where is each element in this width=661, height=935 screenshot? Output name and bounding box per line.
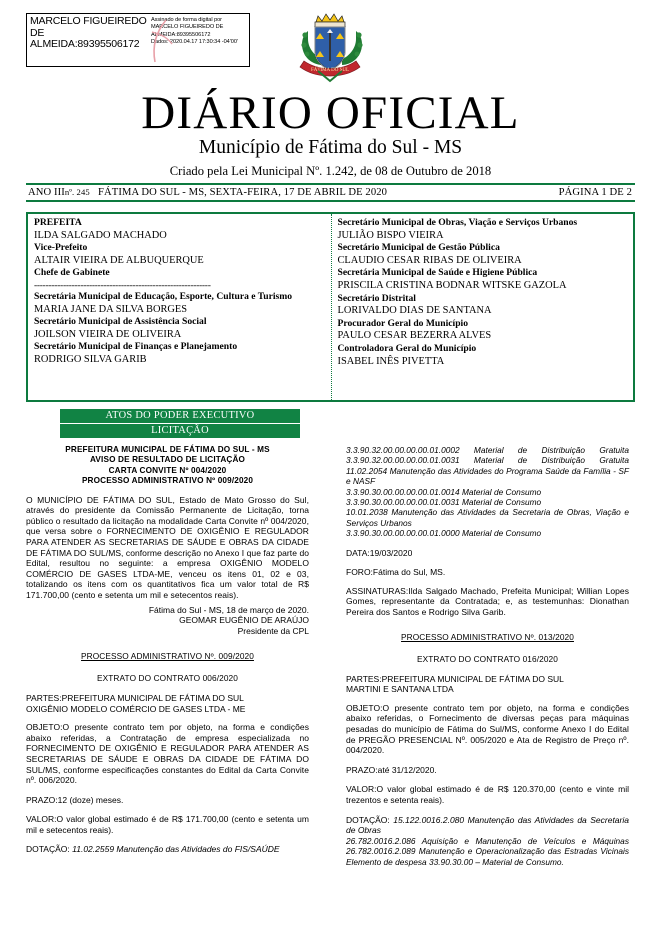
budget-code: 11.02.2054 (346, 465, 388, 476)
notice-signer-name: GEOMAR EUGÊNIO DE ARAÚJO (179, 615, 309, 626)
official-name: JOILSON VIEIRA DE OLIVEIRA (34, 328, 182, 340)
official-name: RODRIGO SILVA GARIB (34, 353, 147, 365)
signature-detail-line: MARCELO FIGUEIREDO DE (151, 24, 224, 31)
budget-desc: Material de Distribuição Gratuita (473, 445, 629, 455)
official-role: Chefe de Gabinete (34, 267, 110, 279)
contract-objeto: OBJETO:O presente contrato tem por objeto, na forma e condições abaixo referidas, o Fornecimento de diversas peças para máquinas pesadas do município de Fátima do Sul/MS, conforme Anexo I do Edital de PREGÃO PRESENCIAL Nº. 005/2020 e Ata de Registro de Preço nº. 004/2020. (346, 702, 629, 756)
contract-parties (26, 693, 309, 714)
extract-title: EXTRATO DO CONTRATO 006/2020 (97, 672, 238, 683)
notice-heading-line: PROCESSO ADMINISTRATIVO Nº 009/2020 (81, 476, 254, 486)
budget-desc: Material de Distribuição Gratuita (473, 455, 629, 466)
official-role: Controladora Geral do Município (337, 342, 477, 354)
official-name: ALTAIR VIEIRA DE ALBUQUERQUE (34, 254, 204, 266)
budget-code: 3.3.90.32.00.00.00.00.01.0031 (346, 455, 460, 466)
budget-code-row (346, 445, 629, 455)
signature-name-line: MARCELO FIGUEIREDO (30, 15, 147, 27)
municipal-coat-of-arms-icon (296, 9, 368, 83)
contract-data: DATA:19/03/2020 (346, 547, 413, 558)
budget-desc: Manutenção das Atividades do Programa Saúde da Família - SF e NASF (346, 465, 629, 487)
notice-heading-line: AVISO DE RESULTADO DE LICITAÇÃO (89, 455, 246, 465)
party-line: OXIGÊNIO MODELO COMÉRCIO DE GASES LTDA - ME (26, 703, 246, 714)
official-role: Procurador Geral do Município (337, 317, 468, 329)
officials-box (26, 212, 635, 402)
dotacao-code: 15.122.0016.2.080 (393, 814, 465, 825)
column-right (340, 445, 629, 915)
budget-desc: Material de Consumo (461, 486, 542, 497)
body-columns (26, 445, 635, 915)
official-name: ILDA SALGADO MACHADO (34, 229, 167, 241)
official-name: LORIVALDO DIAS DE SANTANA (337, 305, 492, 317)
dotacao-row (346, 836, 629, 846)
signature-detail-line: Assinado de forma digital por (151, 17, 222, 23)
party-line: MARTINI E SANTANA LTDA (346, 684, 454, 695)
budget-code: 3.3.90.32.00.00.00.00.01.0002 (346, 445, 460, 455)
contract-foro: FORO:Fátima do Sul, MS. (346, 567, 446, 578)
signature-name-line: ALMEIDA:89395506172 (30, 38, 140, 51)
contract-prazo: PRAZO:12 (doze) meses. (26, 794, 124, 805)
signature-detail-line: Dados: 2020.04.17 17:30:34 -04'00' (151, 39, 238, 46)
budget-code: 3.3.90.30.00.00.00.00.01.0000 (346, 528, 460, 539)
dotacao-desc: Manutenção das Atividades da Secretaria de Obras (346, 814, 629, 836)
signature-name-line: DE (30, 26, 45, 39)
issue-ano: ANO III (28, 187, 65, 198)
budget-code-list (346, 445, 629, 539)
official-role: PREFEITA (34, 217, 82, 228)
dotacao-row (346, 846, 629, 856)
budget-desc: Manutenção das Atividades da Secretaria de Obras, Viação e Serviços Urbanos (346, 507, 630, 528)
official-name: JULIÃO BISPO VIEIRA (337, 229, 444, 241)
party-line: PREFEITURA MUNICIPAL DE FÁTIMA DO SUL (61, 692, 244, 703)
parties-label: PARTES: (26, 692, 62, 703)
dotacao-elemento: Elemento de despesa 33.90.30.00 – Material de Consumo. (346, 856, 564, 867)
masthead (0, 88, 661, 180)
budget-desc: Material de Consumo (461, 528, 542, 539)
budget-code-row (346, 497, 629, 507)
column-left (26, 445, 315, 915)
official-name: CLAUDIO CESAR RIBAS DE OLIVEIRA (337, 254, 522, 266)
official-role: Secretário Distrital (337, 292, 416, 304)
page-indicator: PÁGINA 1 DE 2 (558, 187, 632, 198)
contract-dotacao (26, 844, 309, 855)
official-role: Secretária Municipal de Saúde e Higiene Pública (337, 267, 538, 279)
budget-code-row (346, 487, 629, 497)
dotacao-label: DOTAÇÃO: (346, 814, 390, 825)
budget-code: 3.3.90.30.00.00.00.00.01.0031 (346, 497, 460, 508)
budget-code: 10.01.2038 (346, 507, 388, 518)
contract-prazo: PRAZO:até 31/12/2020. (346, 764, 437, 775)
budget-code-row (346, 507, 629, 528)
party-line: PARTES:PREFEITURA MUNICIPAL DE FÁTIMA DO SUL (346, 673, 564, 684)
process-title: PROCESSO ADMINISTRATIVO Nº. 013/2020 (401, 631, 574, 642)
dotacao-text: 11.02.2559 Manutenção das Atividades do FIS/SAÚDE (72, 844, 280, 855)
official-role: Secretário Municipal de Finanças e Planejamento (34, 341, 238, 353)
notice-heading (26, 445, 309, 487)
signature-detail-block (149, 14, 249, 66)
budget-code-row (346, 455, 629, 465)
dotacao-desc: Aquisição e Manutenção de Veículos e Máquinas (421, 835, 629, 846)
official-name: PAULO CESAR BEZERRA ALVES (337, 330, 492, 342)
signature-detail-line: ALMEIDA:89395506172 (151, 31, 211, 38)
contract-valor: VALOR:O valor global estimado é de R$ 171.700,00 (cento e setenta um mil e setecentos reais). (26, 814, 309, 835)
official-role: Secretária Municipal de Educação, Esporte, Cultura e Turismo (34, 290, 293, 302)
official-role: Secretário Municipal de Obras, Viação e Serviços Urbanos (337, 217, 578, 228)
dotacao-desc: Manutenção e Operacionalização das Estradas Vicinais (418, 846, 630, 857)
digital-signature-stamp (26, 13, 250, 67)
officials-column-left (28, 214, 331, 400)
notice-heading-line: PREFEITURA MUNICIPAL DE FÁTIMA DO SUL - MS (65, 445, 270, 454)
contract-dotacao (346, 815, 629, 836)
budget-code-row (346, 528, 629, 538)
issue-bar (26, 183, 635, 202)
official-role: Vice-Prefeito (34, 242, 88, 254)
contract-objeto: OBJETO:O presente contrato tem por objeto, na forma e condições abaixo referidas, a Contratação de empresa especializada no FORNECIMENTO DE OXIGÊNIO E REGULADOR PARA ATENDER AS SECRETARIAS DE SÁUDE E OBRAS DA CIDADE DE FÁTIMA DO SUL/MS, conforme especificações constantes do Edital da Carta Convite nº. 006/2020. (26, 722, 309, 786)
official-name: PRISCILA CRISTINA BODNAR WITSKE GAZOLA (337, 279, 567, 291)
notice-body: O MUNICÍPIO DE FÁTIMA DO SUL, Estado de Mato Grosso do Sul, através do presidente da Comissão Permanente de Licitação, torna público o resultado da licitação na modalidade Carta Convite nº 004/2020, que versa sobre o FORNECIMENTO DE OXIGÊNIO E REGULADOR PARA ATENDER AS SECRETARIAS DE SÁUDE E OBRAS DA CIDADE DE FÁTIMA DO SUL/MS, conforme descrição no Anexo I que faz parte do Edital, resultou no seguinte: a empresa OXIGÊNIO MODELO COMÉRCIO DE GASES LTDA-ME, venceu os itens 01, 02 e 03, totalizando os itens com os quantitativos fica um valor total de R$ 171.700,00 (cento e setenta um mil e setecentos reais). (26, 494, 309, 600)
process-title: PROCESSO ADMINISTRATIVO Nº. 009/2020 (81, 650, 254, 661)
section-banner-executive: ATOS DO PODER EXECUTIVO (60, 409, 300, 423)
dotacao-code: 26.782.0016.2.089 (346, 846, 416, 857)
officials-divider: ------------------------------------------------------------- (34, 279, 211, 291)
masthead-subtitle: Município de Fátima do Sul - MS (198, 137, 463, 158)
issue-numero: nº. 245 (64, 187, 90, 197)
budget-desc: Material de Consumo (461, 497, 542, 508)
dotacao-code: 26.782.0016.2.086 (346, 835, 416, 846)
notice-signer-role: Presidente da CPL (237, 626, 309, 637)
official-name: MARIA JANE DA SILVA BORGES (34, 303, 188, 315)
notice-heading-line: CARTA CONVITE Nº 004/2020 (108, 465, 227, 475)
issue-bar-left (28, 187, 387, 198)
section-banner-licitacao: LICITAÇÃO (60, 424, 300, 438)
dotacao-label: DOTAÇÃO: (26, 844, 70, 855)
contract-parties (346, 674, 629, 695)
official-name: ISABEL INÊS PIVETTA (337, 355, 445, 367)
page-title: DIÁRIO OFICIAL (141, 87, 520, 139)
signature-name-block (27, 14, 149, 66)
official-role: Secretário Municipal de Gestão Pública (337, 242, 500, 254)
budget-code-row (346, 466, 629, 487)
notice-place-date: Fátima do Sul - MS, 18 de março de 2020. (148, 604, 309, 615)
contract-assinaturas: ASSINATURAS:Ilda Salgado Machado, Prefeita Municipal; Willian Lopes Gomes, representante da Contratada; e, as testemunhas: Dionathan Pereira dos Santos e Rodrigo Silva Garib. (346, 585, 629, 618)
svg-text:FÁTIMA DO SUL: FÁTIMA DO SUL (310, 68, 350, 73)
contract-valor: VALOR:O valor global estimado é de R$ 120.370,00 (cento e vinte mil trezentos e setenta reais). (346, 784, 629, 805)
budget-code: 3.3.90.30.00.00.00.00.01.0014 (346, 486, 460, 497)
issue-place-date: FÁTIMA DO SUL - MS, SEXTA-FEIRA, 17 DE ABRIL DE 2020 (98, 187, 388, 198)
official-role: Secretário Municipal de Assistência Social (34, 316, 207, 328)
extract-title: EXTRATO DO CONTRATO 016/2020 (417, 653, 558, 664)
officials-column-right (331, 214, 634, 400)
masthead-law-reference: Criado pela Lei Municipal Nº. 1.242, de 08 de Outubro de 2018 (169, 164, 492, 178)
